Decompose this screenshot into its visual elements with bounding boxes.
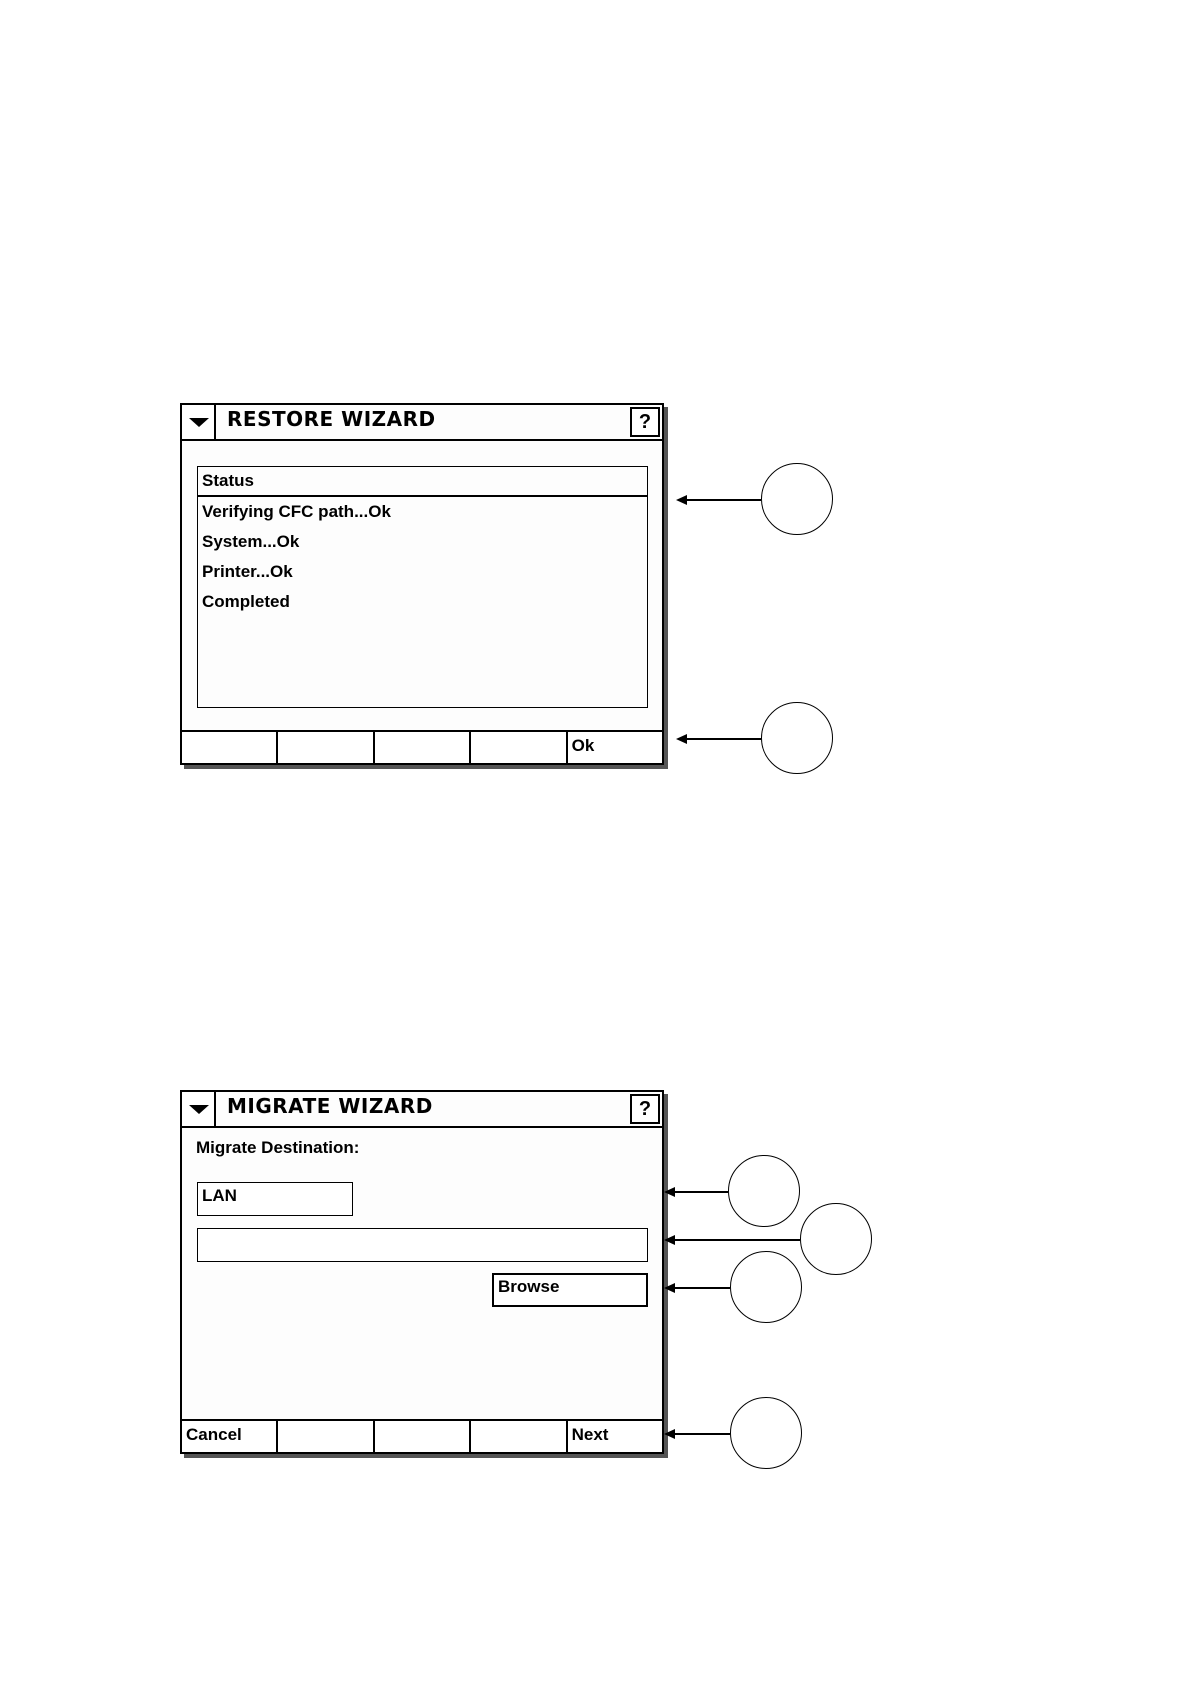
- migrate-menu-button[interactable]: [182, 1092, 216, 1126]
- status-row-verifying-cfc: Verifying CFC path...Ok: [202, 502, 391, 521]
- cancel-button[interactable]: Cancel: [182, 1421, 278, 1452]
- migrate-title-bar: [182, 1092, 662, 1128]
- next-button[interactable]: Next: [571, 1425, 609, 1444]
- migrate-softkey-2[interactable]: [278, 1421, 374, 1452]
- ok-button[interactable]: Ok: [571, 736, 595, 755]
- browse-button[interactable]: Browse: [492, 1273, 648, 1307]
- migrate-destination-label: Migrate Destination:: [196, 1138, 360, 1157]
- migrate-wizard-title: MIGRATE WIZARD: [227, 1094, 433, 1118]
- restore-menu-button[interactable]: [182, 405, 216, 439]
- migrate-softkey-bar: [182, 1419, 662, 1452]
- dropdown-triangle-icon: [189, 418, 209, 427]
- migrate-wizard-window: [180, 1090, 664, 1454]
- restore-title-bar: [182, 405, 662, 441]
- callout-arrow-path: [674, 1239, 800, 1241]
- callout-circle-status-list: [761, 463, 833, 535]
- migrate-softkey-4[interactable]: [471, 1421, 567, 1452]
- callout-arrow-restore-softkeys: [686, 738, 761, 740]
- callout-arrow-destination: [674, 1191, 728, 1193]
- destination-path-input[interactable]: [197, 1228, 648, 1262]
- restore-softkey-2[interactable]: [278, 732, 374, 763]
- restore-wizard-title: RESTORE WIZARD: [227, 407, 436, 431]
- restore-wizard-window: [180, 403, 664, 765]
- restore-softkey-bar: [182, 730, 662, 763]
- restore-softkey-3[interactable]: [375, 732, 471, 763]
- status-list[interactable]: [197, 466, 648, 708]
- callout-arrow-browse: [674, 1287, 730, 1289]
- destination-select[interactable]: LAN: [197, 1182, 353, 1216]
- migrate-softkey-3[interactable]: [375, 1421, 471, 1452]
- dropdown-triangle-icon: [189, 1105, 209, 1114]
- callout-circle-path: [800, 1203, 872, 1275]
- status-row-completed: Completed: [202, 592, 290, 611]
- status-row-system: System...Ok: [202, 532, 300, 551]
- restore-help-button[interactable]: [630, 407, 660, 437]
- callout-circle-destination: [728, 1155, 800, 1227]
- status-list-header: Status: [198, 467, 647, 497]
- restore-softkey-1[interactable]: [182, 732, 278, 763]
- restore-softkey-4[interactable]: [471, 732, 567, 763]
- callout-circle-browse: [730, 1251, 802, 1323]
- callout-circle-migrate-softkeys: [730, 1397, 802, 1469]
- question-mark-icon: ?: [638, 411, 652, 433]
- callout-circle-restore-softkeys: [761, 702, 833, 774]
- migrate-help-button[interactable]: [630, 1094, 660, 1124]
- question-mark-icon: ?: [638, 1098, 652, 1120]
- callout-arrow-status-list: [686, 499, 761, 501]
- status-row-printer: Printer...Ok: [202, 562, 293, 581]
- callout-arrow-migrate-softkeys: [674, 1433, 730, 1435]
